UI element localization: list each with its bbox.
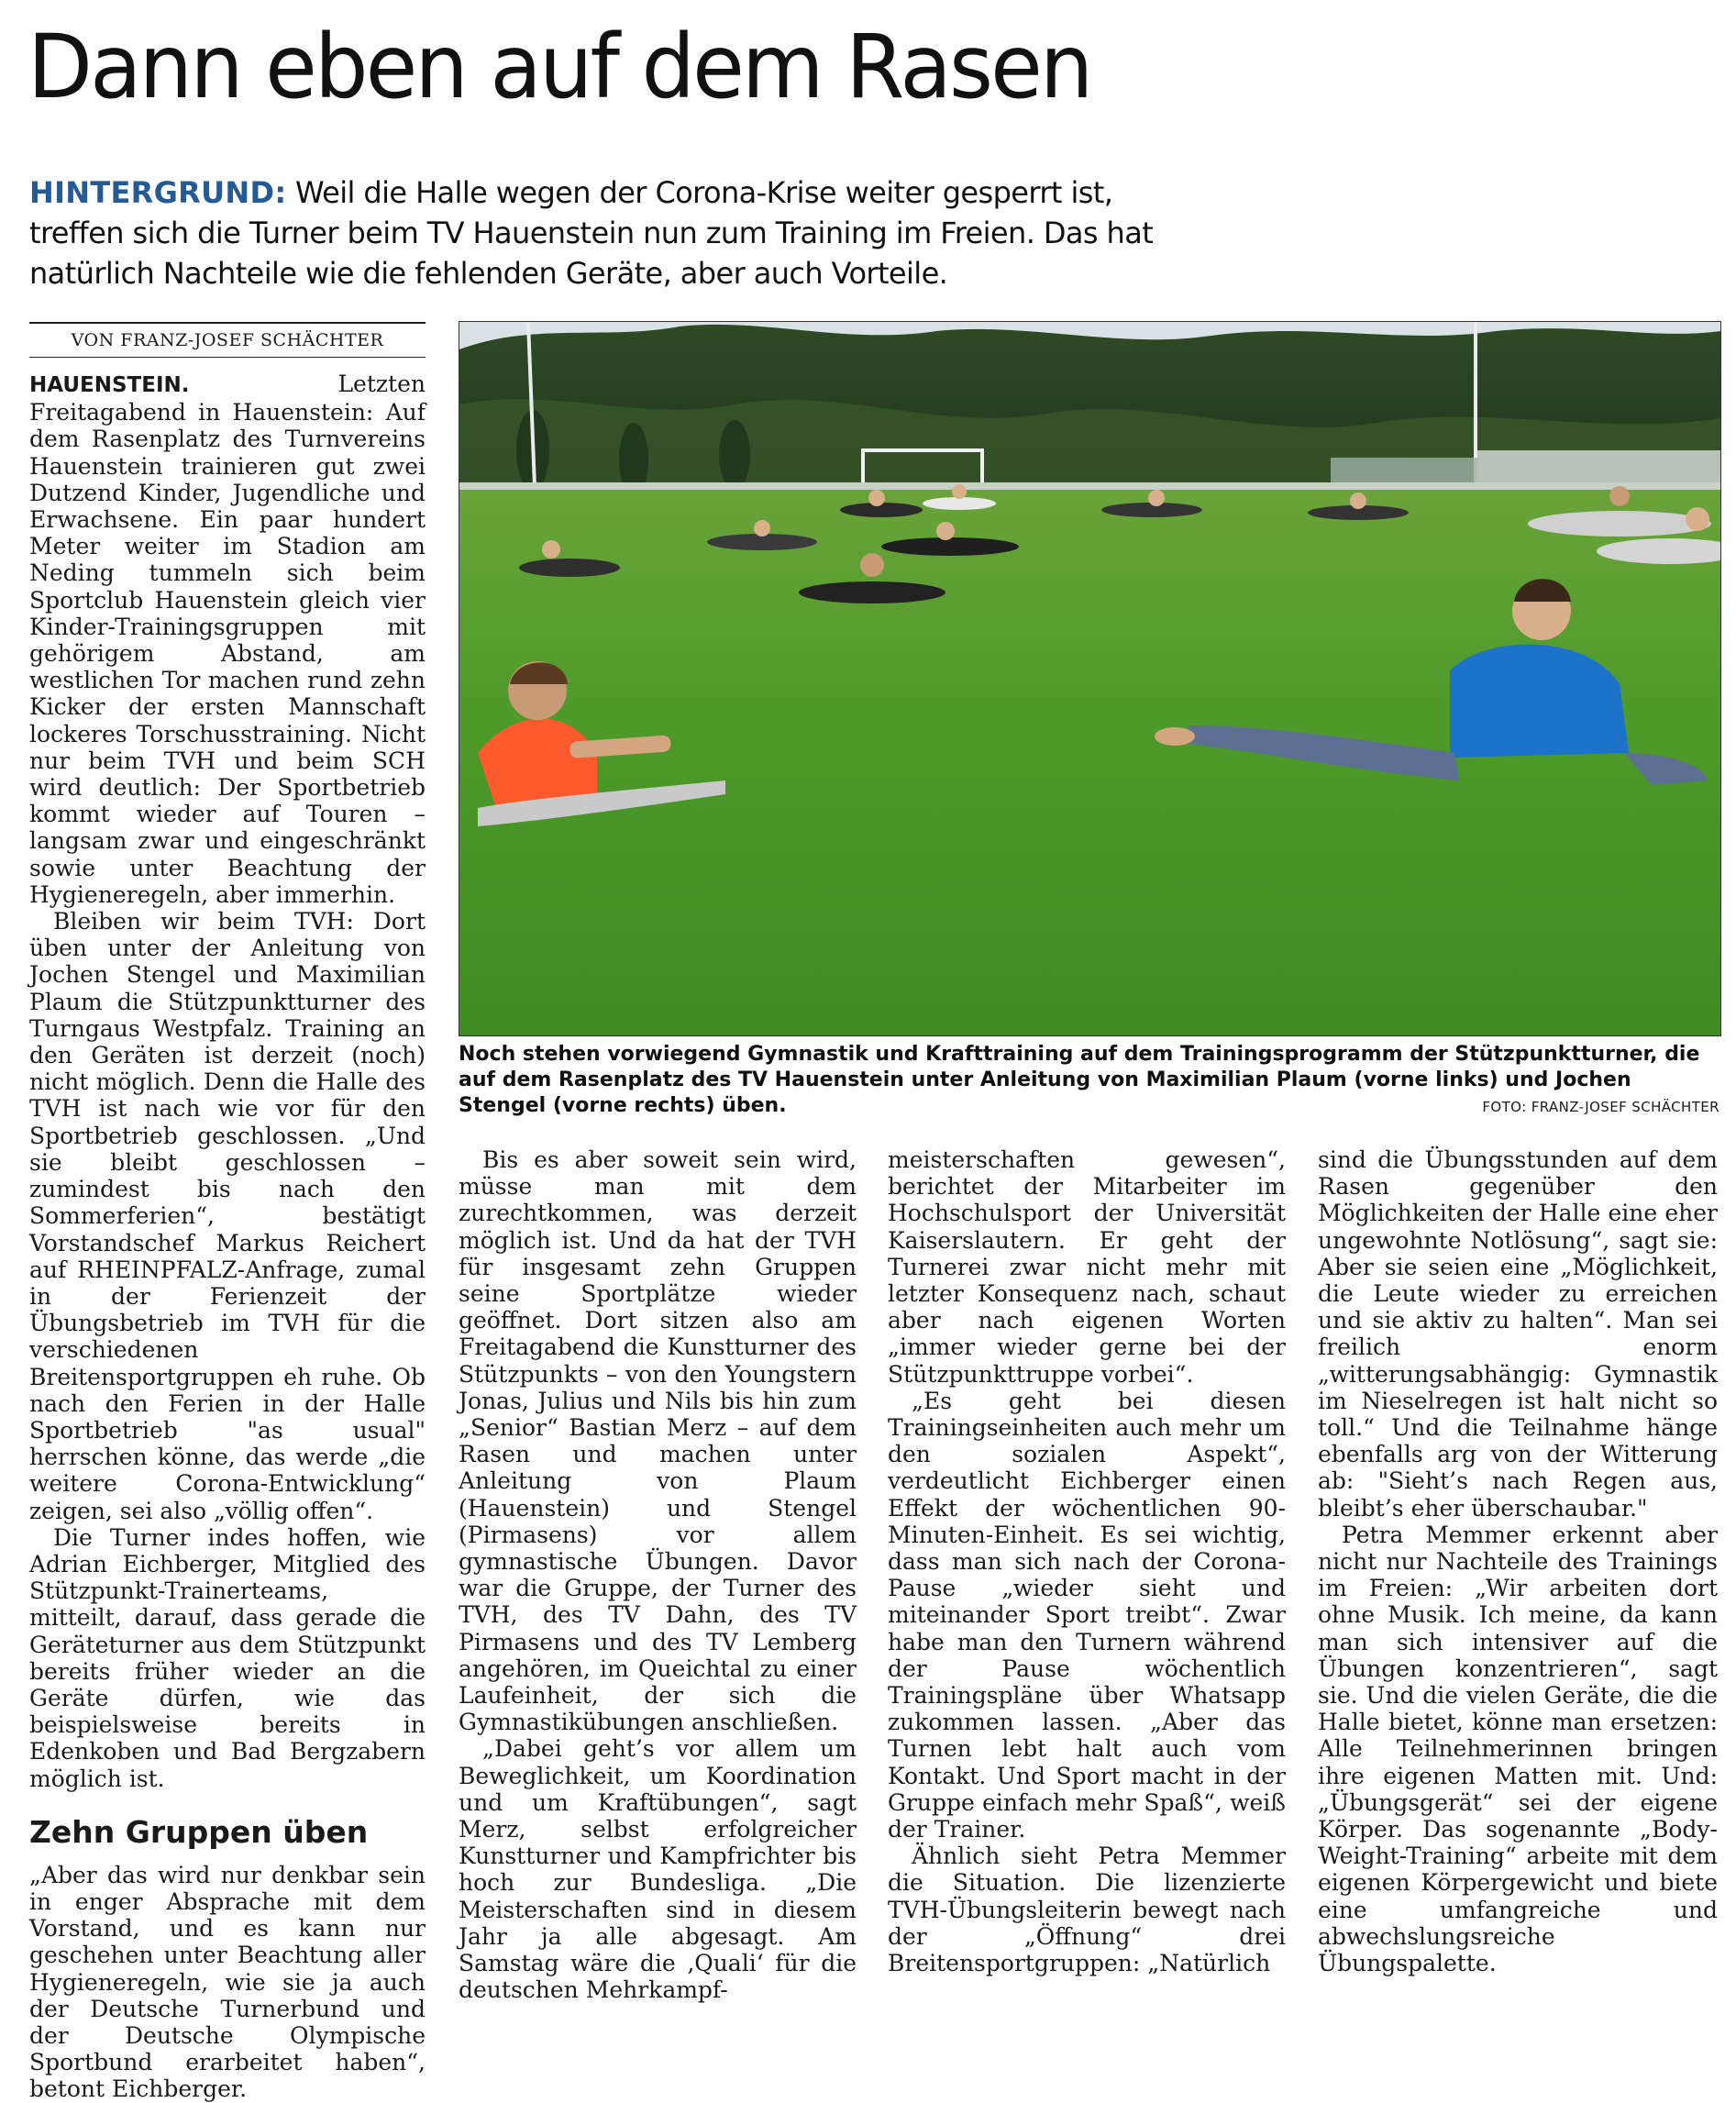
article-paragraph: Bis es aber soweit sein wird, müsse man mit dem zurechtkommen, was derzeit möglich ist. Und da hat der TVH für insgesamt zehn Gruppen seine Sportplätze wieder geöffnet. Dort sitzen also am Freitagabend die Kunstturner des Stützpunkts – von den Youngstern Jonas, Julius und Nils bis hin zum „Senior“ Bastian Merz – auf dem Rasen und machen unter Anleitung von Plaum (Hauenstein) und Stengel (Pirmasens) vor allem gymnastische Übungen. Davor war die Gruppe, der Turner des TVH, des TV Dahn, des TV Pirmasens und des TV Lemberg angehören, im Queichtal zu einer Laufeinheit, der sich die Gymnastikübungen anschließen.	[459, 1146, 857, 1736]
article-paragraph: „Dabei geht’s vor allem um Beweglichkeit, um Koordination und um Kraftübungen“, sagt Merz, selbst erfolgreicher Kunstturner und Kampfrichter bis hoch zur Bundesliga. „Die Meisterschaften sind in diesem Jahr ja alle abgesagt. Am Samstag wäre die ‚Quali‘ für die deutschen Mehrkampf-	[459, 1735, 857, 2004]
article-paragraph: meisterschaften gewesen“, berichtet der Mitarbeiter im Hochschulsport der Universität Kaiserslautern. Er geht der Turnerei zwar nicht mehr mit letzter Konsequenz nach, schaut aber nach eigenen Worten „immer wieder gerne bei der Stützpunkttruppe vorbei“.	[888, 1146, 1286, 1388]
article-paragraph: Ähnlich sieht Petra Memmer die Situation. Die lizenzierte TVH-Übungsleiterin bewegt nach der „Öffnung“ drei Breitensportgruppen: „Natürlich	[888, 1843, 1286, 1977]
photo-credit: FOTO: FRANZ-JOSEF SCHÄCHTER	[1482, 1099, 1719, 1115]
article-paragraph: „Es geht bei diesen Trainingseinheiten auch mehr um den sozialen Aspekt“, verdeutlicht Eichberger einen Effekt der wöchentlichen 90-Minuten-Einheit. Es sei wichtig, dass man sich nach der Corona-Pause „wieder sieht und miteinander Sport treibt“. Zwar habe man den Turnern während der Pause wöchentlich Trainingspläne über Whatsapp zukommen lassen. „Aber das Turnen lebt halt auch vom Kontakt. Und Sport macht in der Gruppe einfach mehr Spaß“, weiß der Trainer.	[888, 1387, 1286, 1843]
article-column-1	[29, 371, 426, 2103]
teaser	[29, 172, 1203, 293]
subheading: Zehn Gruppen üben	[29, 1813, 369, 1850]
teaser-text: Weil die Halle wegen der Corona-Krise weiter gesperrt ist, treffen sich die Turner beim TV Hauenstein nun zum Training im Freien. Das hat natürlich Nachteile wie die fehlenden Geräte, aber auch Vorteile.	[29, 175, 1154, 291]
byline: VON FRANZ-JOSEF SCHÄCHTER	[29, 322, 426, 358]
dateline: HAUENSTEIN.	[29, 373, 190, 397]
article-photo	[459, 321, 1721, 1036]
article-paragraph: „Aber das wird nur denkbar sein in enger Absprache mit dem Vorstand, und es kann nur geschehen unter Beachtung aller Hygieneregeln, wie sie ja auch der Deutsche Turnerbund und der Deutsche Olympische Sportbund erarbeitet haben“, betont Eichberger.	[29, 1861, 426, 2103]
article-column-2	[459, 1146, 857, 2004]
teaser-kicker: HINTERGRUND:	[29, 175, 287, 210]
article-paragraph: Petra Memmer erkennt aber nicht nur Nachteile des Trainings im Freien: „Wir arbeiten dort ohne Musik. Ich meine, da kann man sich intensiver auf die Übungen konzentrieren“, sagt sie. Und die vielen Geräte, die die Halle bietet, könne man ersetzen: Alle Teilnehmerinnen bringen ihre eigenen Matten mit. Und: „Übungsgerät“ sei der eigene Körper. Das sogenannte „Body-Weight-Training“ arbeite mit dem eigenen Körpergewicht und biete eine umfangreiche und abwechslungsreiche Übungspalette.	[1318, 1521, 1718, 1977]
training-photo-illustration	[459, 322, 1720, 1035]
article-column-3	[888, 1146, 1286, 1976]
article-paragraph: sind die Übungsstunden auf dem Rasen gegenüber den Möglichkeiten der Halle eine eher ungewohnte Notlösung“, sagt sie: Aber sie seien eine „Möglichkeit, die Leute wieder zu erreichen und sie aktiv zu halten“. Man sei freilich enorm „witterungsabhängig: Gymnastik im Nieselregen ist halt nicht so toll.“ Und die Teilnahme hänge ebenfalls arg von der Witterung ab: "Sieht’s nach Regen aus, bleibt’s eher überschaubar."	[1318, 1146, 1718, 1522]
article-paragraph	[29, 371, 426, 908]
article-paragraph: Bleiben wir beim TVH: Dort üben unter der Anleitung von Jochen Stengel und Maximilian Plaum die Stützpunktturner des Turngaus Westpfalz. Training an den Geräten ist derzeit (noch) nicht möglich. Denn die Halle des TVH ist nach wie vor für den Sportbetrieb geschlossen. „Und sie bleibt geschlossen – zumindest bis nach den Sommerferien“, bestätigt Vorstandschef Markus Reichert auf RHEINPFALZ-Anfrage, zumal in der Ferienzeit der Übungsbetrieb im TVH für die verschiedenen Breitensportgruppen eh ruhe. Ob nach den Ferien in der Halle Sportbetrieb "as usual" herrschen könne, das werde „die weitere Corona-Entwicklung“ zeigen, sei also „völlig offen“.	[29, 908, 426, 1524]
photo-caption: Noch stehen vorwiegend Gymnastik und Krafttraining auf dem Trainingsprogramm der Stützpunktturner, die auf dem Rasenplatz des TV Hauenstein unter Anleitung von Maximilian Plaum (vorne links) und Jochen Stengel (vorne rechts) üben.	[459, 1043, 1700, 1117]
paragraph-text: Letzten Freitagabend in Hauenstein: Auf dem Rasenplatz des Turnvereins Hauenstein trainieren gut zwei Dutzend Kinder, Jugendliche und Erwachsene. Ein paar hundert Meter weiter im Stadion am Neding tummeln sich beim Sportclub Hauenstein gleich vier Kinder-Trainingsgruppen mit gehörigem Abstand, am westlichen Tor machen rund zehn Kicker der ersten Mannschaft lockeres Torschusstraining. Nicht nur beim TVH und beim SCH wird deutlich: Der Sportbetrieb kommt wieder auf Touren – langsam zwar und eingeschränkt sowie unter Beachtung der Hygieneregeln, aber immerhin.	[29, 371, 426, 908]
headline: Dann eben auf dem Rasen	[28, 16, 1091, 118]
article-column-4	[1318, 1146, 1718, 1976]
article-paragraph: Die Turner indes hoffen, wie Adrian Eichberger, Mitglied des Stützpunkt-Trainerteams, mitteilt, darauf, dass gerade die Geräteturner aus dem Stützpunkt bereits früher wieder an die Geräte dürfen, wie das beispielsweise bereits in Edenkoben und Bad Bergzabern möglich ist.	[29, 1523, 426, 1792]
